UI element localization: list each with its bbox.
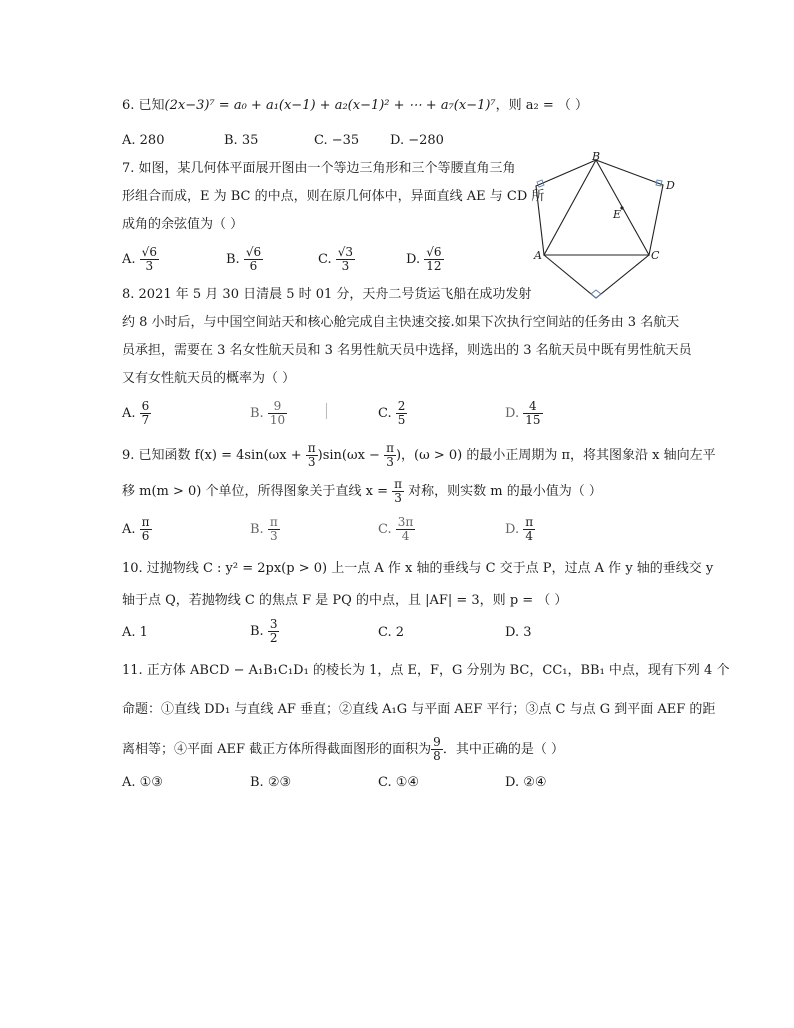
q6-option-c[interactable]: C. −35 [314,133,360,148]
q6-formula: (2x−3)⁷ = a₀ + a₁(x−1) + a₂(x−1)² + ⋯ + a₇(x−1)⁷ [164,98,496,113]
q7-option-b-fraction [244,246,263,273]
q11-area-fraction [431,736,443,763]
q9-line1-suffix: )，(ω > 0) 的最小正周期为 π，将其图象沿 x 轴向左平 [395,448,716,463]
q7-label-c: C [651,249,660,262]
q9-option-b-fraction [268,516,280,543]
q11-line3-suffix: ．其中正确的是（ ） [442,742,564,757]
q9-option-d[interactable] [505,516,535,543]
q9-pi3-fraction-c [392,478,404,505]
q8-option-d-fraction [523,400,542,427]
q9-line-1 [122,442,716,469]
q11-option-b[interactable]: B. ②③ [250,775,292,790]
q7-option-a-fraction [140,246,159,273]
q9-option-a[interactable] [122,516,152,543]
q7-label-e: E [613,208,622,221]
q10-option-d[interactable] [505,624,532,642]
q8-option-a-num: 6 [141,399,150,413]
q7-option-a[interactable] [122,246,159,273]
q8-option-c-fraction [396,400,408,427]
q8-option-c[interactable] [378,400,407,427]
q9-option-d-letter: D. [505,522,520,537]
q9-pi3a-den: 3 [307,455,316,469]
q7-option-d-letter: D. [406,252,421,267]
q7-option-d-fraction [424,246,443,273]
q7-left-triangle [536,160,596,255]
q10-option-b-fraction [268,618,280,645]
q8-line-1: 8. 2021 年 5 月 30 日清晨 5 时 01 分，天舟二号货运飞船在成功发射 [122,287,532,302]
q7-option-d-den: 12 [426,259,442,273]
q9-option-b-den: 3 [269,529,278,543]
q11-area-num: 9 [433,735,441,749]
q8-line-2: 约 8 小时后，与中国空间站天和核心舱完成自主快速交接.如果下次执行空间站的任务由 3 名航天 [122,315,680,330]
q7-option-b-num: √6 [245,245,262,259]
q9-option-d-fraction [523,516,535,543]
q9-pi3b-num: π [386,441,394,455]
q10-option-c-letter: C. [378,625,392,640]
q7-option-b-letter: B. [226,252,240,267]
q10-line-1: 10. 过抛物线 C : y² = 2px(p > 0) 上一点 A 作 x 轴的垂线与 C 交于点 P，过点 A 作 y 轴的垂线交 y [122,561,714,576]
q6-option-b[interactable]: B. 35 [224,133,259,148]
q8-option-b[interactable] [250,400,287,427]
q7-option-a-den: 3 [145,259,154,273]
q6-option-d[interactable]: D. −280 [390,133,444,148]
q7-option-c-fraction [336,246,355,273]
q7-right-triangle [596,160,663,255]
q9-option-a-fraction [140,516,152,543]
q7-option-b-den: 6 [249,259,258,273]
q9-option-c-fraction [396,516,416,543]
q8-option-b-fraction [268,400,287,427]
q10-option-a-text: 1 [139,625,148,640]
q7-label-a: A [534,249,542,262]
q9-pi3-fraction-b [384,442,396,469]
q7-label-b: B [592,150,601,163]
q7-option-c-num: √3 [337,245,354,259]
q9-option-a-den: 6 [141,529,150,543]
q9-pi3b-den: 3 [386,455,394,469]
q8-option-a-den: 7 [141,413,150,427]
q8-option-d[interactable] [505,400,543,427]
q9-pi3c-num: π [394,477,403,491]
q10-option-d-letter: D. [505,625,520,640]
q10-option-a[interactable] [122,624,148,642]
q8-option-a-letter: A. [122,406,136,421]
q11-line-3 [122,736,564,763]
q10-line-2: 轴于点 Q，若抛物线 C 的焦点 F 是 PQ 的中点，且 |AF| = 3，则 p = （ ） [122,593,568,608]
q9-line2-suffix: 对称，则实数 m 的最小值为（ ） [404,484,602,499]
q9-option-a-letter: A. [122,522,136,537]
q7-right-angle-bottom [591,290,601,298]
q11-option-d[interactable]: D. ②④ [505,775,547,790]
q8-divider [326,403,327,419]
q7-option-a-num: √6 [141,245,157,259]
q8-option-d-num: 4 [523,400,542,414]
q8-option-b-letter: B. [250,406,264,421]
q9-pi3c-den: 3 [394,491,402,505]
q10-option-b-num: 3 [269,617,278,631]
q7-option-a-letter: A. [122,252,136,267]
q8-option-c-num: 2 [397,399,406,413]
q8-line-3: 员承担，需要在 3 名女性航天员和 3 名男性航天员中选择，则选出的 3 名航天员中既有男性航天员 [122,343,692,358]
q10-option-d-text: 3 [523,625,532,640]
q7-line-1: 7. 如图，某几何体平面展开图由一个等边三角形和三个等腰直角三角 [122,161,516,176]
q7-option-c[interactable] [318,246,355,273]
q9-option-c-den: 4 [401,529,410,543]
q7-label-d: D [666,179,675,192]
q9-pi3a-num: π [307,441,316,455]
q10-option-b-den: 2 [269,631,278,645]
q8-option-d-den: 15 [525,413,541,427]
q8-option-c-den: 5 [397,413,406,427]
q7-bottom-triangle [544,255,649,298]
q10-option-c[interactable] [378,624,404,642]
q11-option-c[interactable]: C. ①④ [378,775,420,790]
q7-option-d-num: √6 [426,245,442,259]
q9-option-b[interactable] [250,516,280,543]
q11-line-2: 命题：①直线 DD₁ 与直线 AF 垂直；②直线 A₁G 与平面 AEF 平行；③点 C 与点 G 到平面 AEF 的距 [122,702,716,717]
q10-option-b-letter: B. [250,624,264,639]
q10-option-a-letter: A. [122,625,136,640]
q9-option-c[interactable] [378,516,415,543]
q9-pi3-fraction-a [306,442,318,469]
q7-figure [520,148,690,308]
q8-option-a[interactable] [122,400,151,427]
q9-line2-prefix: 移 m(m > 0) 个单位，所得图象关于直线 x = [122,484,393,499]
q6-prefix: 6. 已知 [122,98,165,113]
q8-option-d-letter: D. [505,406,520,421]
q9-option-a-num: π [141,515,150,529]
q7-line-2: 形组合而成，E 为 BC 的中点，则在原几何体中，异面直线 AE 与 CD 所 [122,189,545,204]
q8-option-b-num: 9 [268,400,287,414]
q8-option-c-letter: C. [378,406,392,421]
q9-option-c-letter: C. [378,522,392,537]
q7-option-c-den: 3 [341,259,350,273]
q9-line1-mid: )sin(ωx − [317,448,385,463]
q9-option-c-num: 3π [397,515,414,529]
q8-option-a-fraction [140,400,152,427]
q8-line-4: 又有女性航天员的概率为（ ） [122,371,296,386]
q6-suffix: ，则 a₂ = （ ） [495,98,589,113]
q9-option-b-num: π [269,515,278,529]
q11-area-den: 8 [433,749,441,763]
q11-line3-prefix: 离相等；④平面 AEF 截正方体所得截面图形的面积为 [122,742,432,757]
q11-option-a[interactable]: A. ①③ [122,775,163,790]
q6-option-a[interactable]: A. 280 [122,133,165,148]
q7-option-c-letter: C. [318,252,332,267]
q9-line1-prefix: 9. 已知函数 f(x) = 4sin(ωx + [122,448,306,463]
q8-option-b-den: 10 [269,413,286,427]
q6-stem [122,97,588,115]
q7-option-d[interactable] [406,246,444,273]
q10-option-c-text: 2 [395,625,405,640]
q10-option-b[interactable] [250,618,279,645]
q11-line-1: 11. 正方体 ABCD − A₁B₁C₁D₁ 的棱长为 1，点 E，F，G 分别为 BC，CC₁，BB₁ 中点，现有下列 4 个 [122,663,730,678]
q9-option-b-letter: B. [250,522,264,537]
q9-option-d-num: π [525,515,534,529]
q7-option-b[interactable] [226,246,263,273]
q9-line-2 [122,478,602,505]
q9-option-d-den: 4 [525,529,533,543]
q7-line-3: 成角的余弦值为（ ） [122,217,244,232]
